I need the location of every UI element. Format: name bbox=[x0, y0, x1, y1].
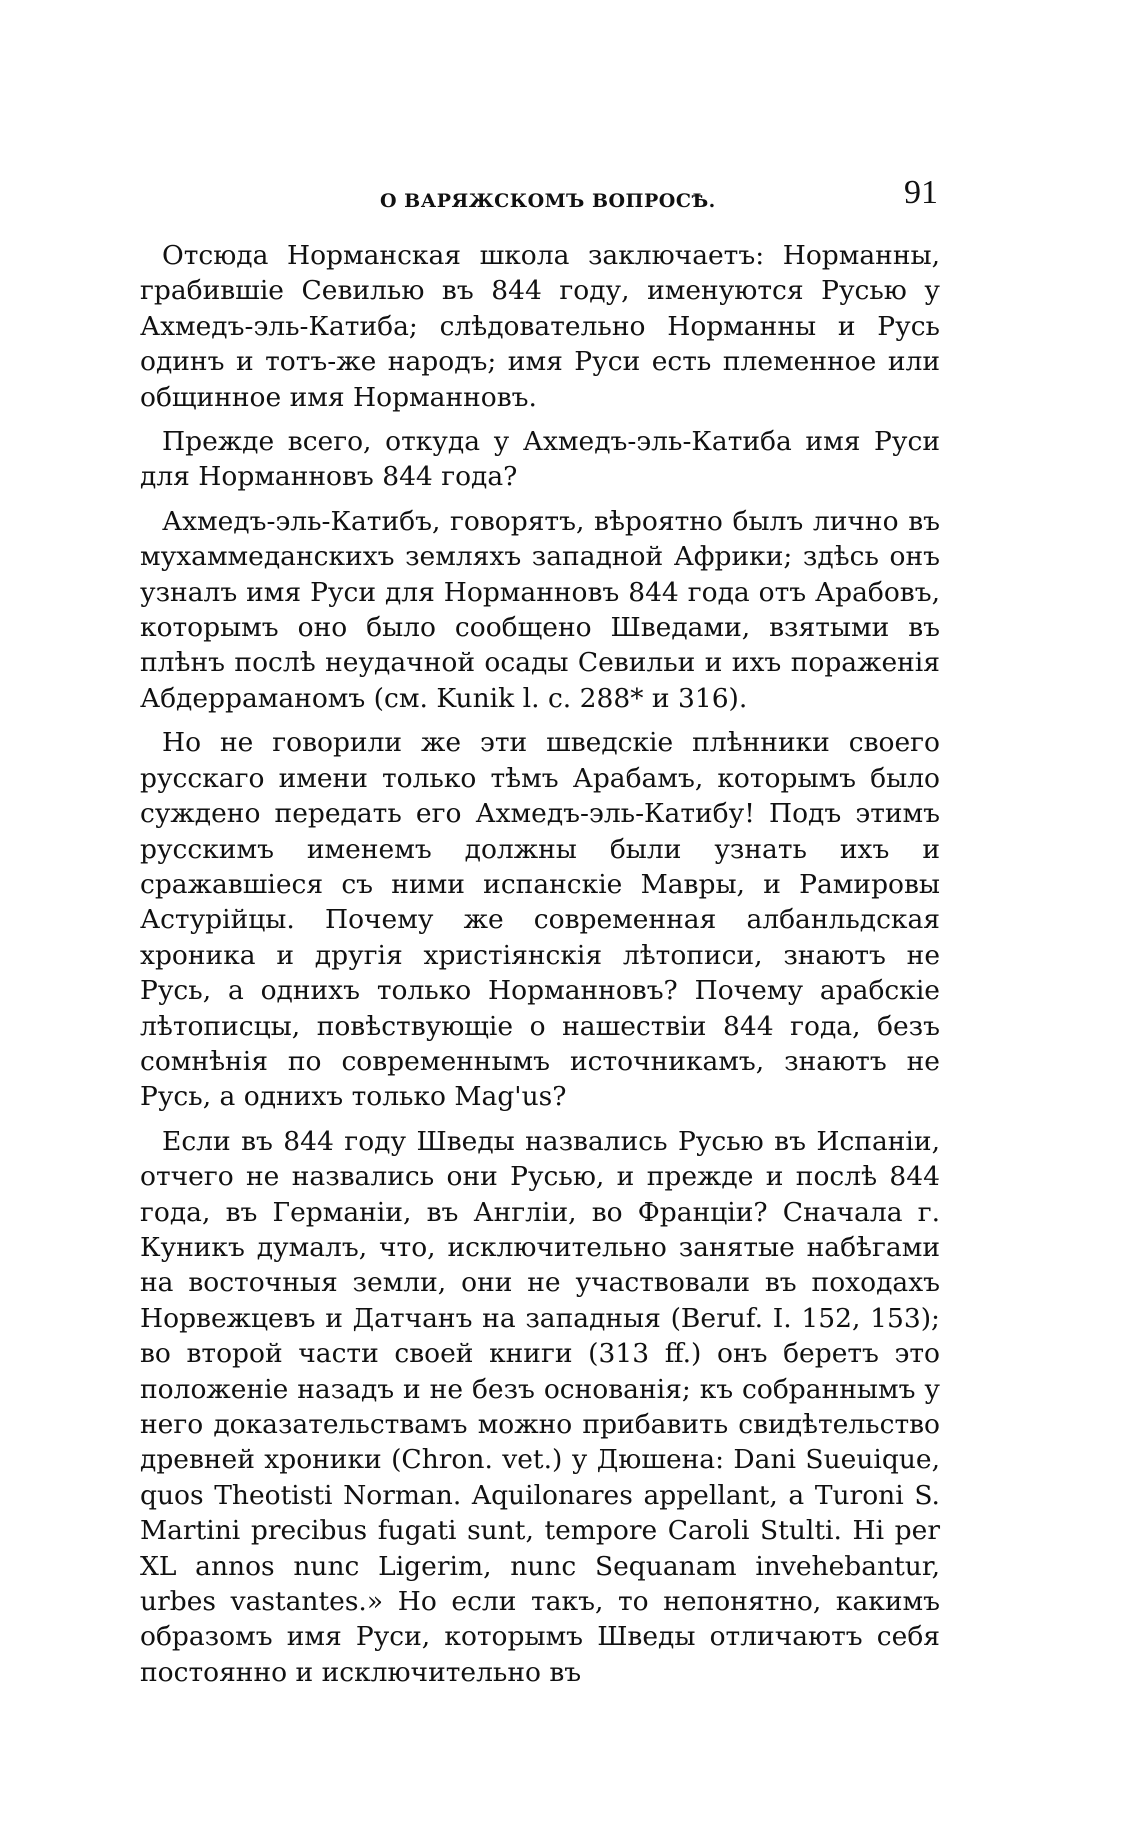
paragraph-5: Если въ 844 году Шведы назвались Русью въ Испаніи, отчего не назвались они Русью, и прежде и послѣ 844 года, въ Германіи, въ Англіи, во Франціи? Сначала г. Куникъ думалъ, что, исключительно занятые набѣгами на восточныя земли, они не участвовали въ походахъ Норвежцевъ и Датчанъ на западныя (Beruf. I. 152, 153); во второй части своей книги (313 ff.) онъ беретъ это положеніе назадъ и не безъ основанія; къ собраннымъ у него доказательствамъ можно прибавить свидѣтельство древней хроники (Chron. vet.) у Дюшена: Dani Sueuique, quos Theotisti Norman. Aquilonares appellant, a Turoni S. Martini precibus fugati sunt, tempore Caroli Stulti. Hi per XL annos nunc Ligerim, nunc Sequanam invehebantur, urbes vastantes.» Но если такъ, то непонятно, какимъ образомъ имя Руси, которымъ Шведы отличаютъ себя постоянно и исключительно въ bbox=[140, 1125, 940, 1688]
book-page bbox=[140, 160, 940, 1699]
page-header bbox=[140, 160, 940, 220]
page-number: 91 bbox=[904, 174, 938, 211]
body-text bbox=[140, 238, 940, 1690]
running-head: О ВАРЯЖСКОМЪ ВОПРОСѢ. bbox=[380, 190, 716, 212]
paragraph-3: Ахмедъ-эль-Катибъ, говорятъ, вѣроятно былъ лично въ мухаммеданскихъ земляхъ западной Африки; здѣсь онъ узналъ имя Руси для Норманновъ 844 года отъ Арабовъ, которымъ оно было сообщено Шведами, взятыми въ плѣнъ послѣ неудачной осады Севильи и ихъ пораженія Абдеррамaномъ (см. Kunik l. c. 288* и 316). bbox=[140, 505, 940, 714]
paragraph-1: Отсюда Норманская школа заключаетъ: Норманны, грабившіе Севилью въ 844 году, именуются Русью у Ахмедъ-эль-Катиба; слѣдовательно Норманны и Русь одинъ и тотъ-же народъ; имя Руси есть племенное или общинное имя Норманновъ. bbox=[140, 240, 940, 413]
paragraph-2: Прежде всего, откуда у Ахмедъ-эль-Катиба имя Руси для Норманновъ 844 года? bbox=[140, 426, 940, 493]
paragraph-4: Но не говорили же эти шведскіе плѣнники своего русскаго имени только тѣмъ Арабамъ, которымъ было суждено передать его Ахмедъ-эль-Катибу! Подъ этимъ русскимъ именемъ должны были узнать ихъ и сражавшіеся съ ними испанскіе Мавры, и Рамировы Астурійцы. Почему же современная албанльдская хроника и другія христіянскія лѣтописи, знаютъ не Русь, а однихъ только Норманновъ? Почему арабскіе лѣтописцы, повѣствующіе о нашествіи 844 года, безъ сомнѣнія по современнымъ источникамъ, знаютъ не Русь, а однихъ только Mag'us? bbox=[140, 727, 940, 1113]
